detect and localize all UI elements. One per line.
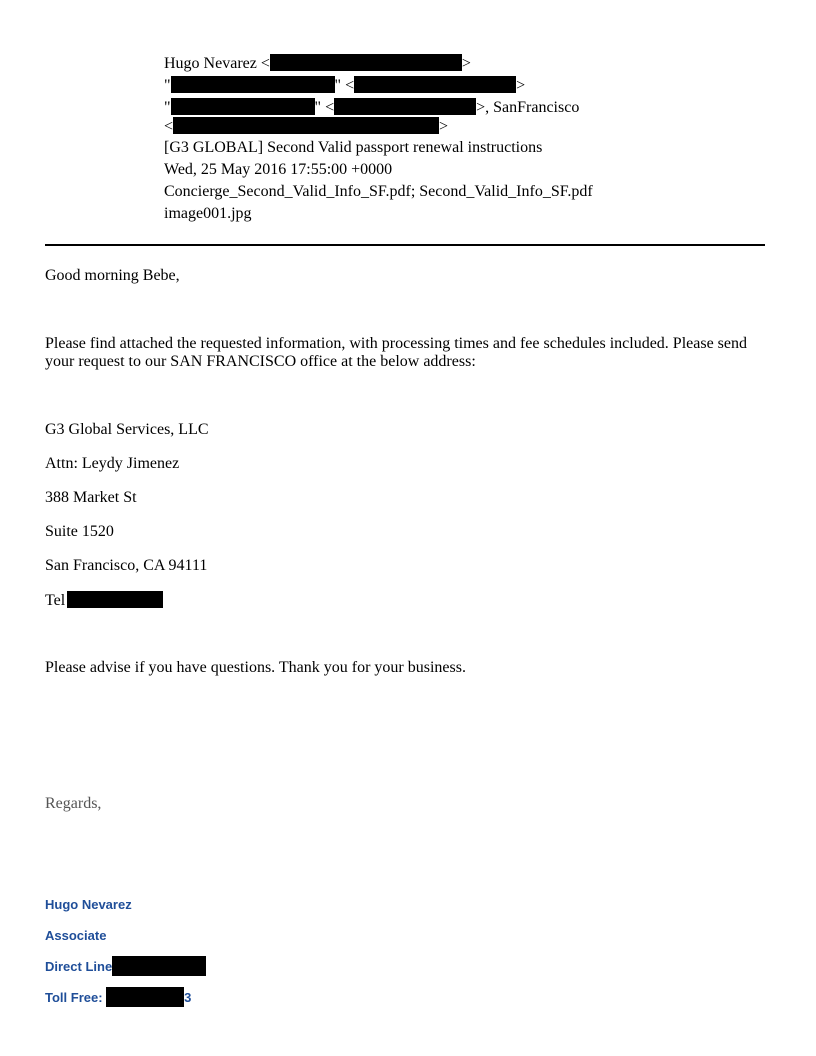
tel-label: Tel (45, 592, 66, 609)
signature-title: Associate (45, 928, 107, 943)
to-quote: " (164, 77, 171, 94)
from-end: > (461, 55, 471, 72)
address-suite: Suite 1520 (45, 523, 114, 540)
regards: Regards, (45, 795, 102, 812)
body-paragraph: Please find attached the requested information, with processing times and fee schedules included. Please send your request to our SAN FRANCISCO office at the below address: (45, 335, 748, 370)
redaction-box (354, 76, 516, 93)
address-tel (45, 591, 163, 610)
greeting: Good morning Bebe, (45, 267, 180, 284)
address-company: G3 Global Services, LLC (45, 421, 209, 438)
to-mid: " < (334, 77, 355, 94)
subject-value: [G3 GLOBAL] Second Valid passport renewal instructions (164, 139, 543, 156)
address-street: 388 Market St (45, 489, 137, 506)
header-divider (45, 244, 765, 246)
closing-line: Please advise if you have questions. Thank you for your business. (45, 659, 466, 676)
toll-free-link[interactable]: 3 (184, 990, 192, 1005)
cc2-end: > (439, 118, 449, 135)
redaction-box (173, 117, 439, 134)
redaction-box (112, 956, 206, 976)
attachments-value: Concierge_Second_Valid_Info_SF.pdf; Second_Valid_Info_SF.pdf (164, 183, 593, 200)
redaction-box (334, 98, 476, 115)
address-attn: Attn: Leydy Jimenez (45, 455, 180, 472)
inline-images-value: image001.jpg (164, 205, 252, 222)
to-end: > (516, 77, 526, 94)
cc-mid: " < (314, 99, 335, 116)
from-value (164, 54, 471, 73)
redaction-box (270, 54, 462, 71)
cc-quote: " (164, 99, 171, 116)
direct-line-label: Direct Line (45, 959, 113, 974)
cc2-open: < (164, 118, 174, 135)
date-value: Wed, 25 May 2016 17:55:00 +0000 (164, 161, 393, 178)
from-name: Hugo Nevarez < (164, 55, 270, 72)
to-value (164, 76, 525, 95)
signature-direct-line (45, 956, 206, 976)
redaction-box (171, 76, 335, 93)
toll-free-label: Toll Free: (45, 990, 103, 1005)
signature-name: Hugo Nevarez (45, 897, 132, 912)
cc-end: >, SanFrancisco (476, 99, 580, 116)
signature-toll-free (45, 987, 191, 1007)
cc-value (164, 98, 579, 117)
redaction-box (106, 987, 184, 1007)
cc-value-2 (164, 117, 448, 136)
redaction-box (67, 591, 163, 608)
address-city: San Francisco, CA 94111 (45, 557, 208, 574)
redaction-box (171, 98, 315, 115)
